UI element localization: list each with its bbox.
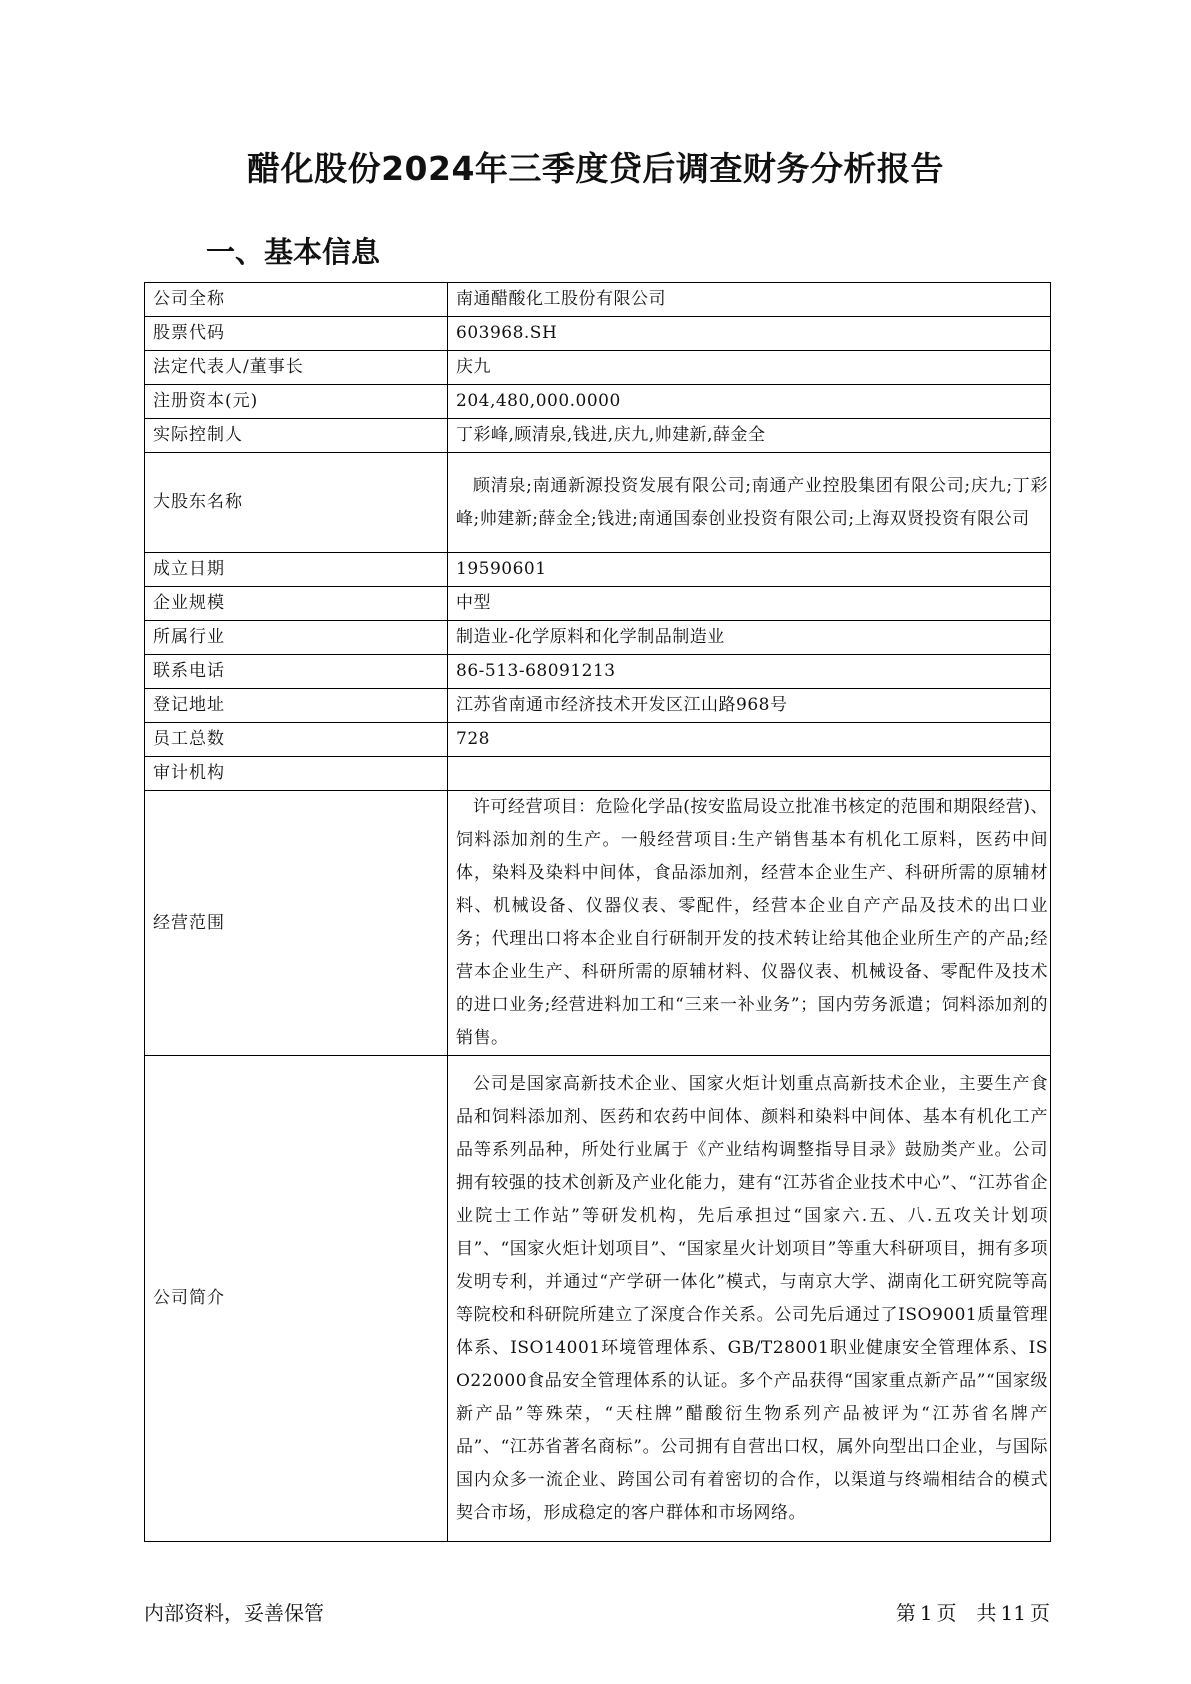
basic-info-table	[144, 282, 1051, 1542]
section-heading-basic-info: 一、基本信息	[206, 235, 381, 269]
row-value: 公司是国家高新技术企业、国家火炬计划重点高新技术企业，主要生产食品和饲料添加剂、医药和农药中间体、颜料和染料中间体、基本有机化工产品等系列品种，所处行业属于《产业结构调整指导目录》鼓励类产业。公司拥有较强的技术创新及产业化能力，建有“江苏省企业技术中心”、“江苏省企业院士工作站”等研发机构，先后承担过“国家六.五、八.五攻关计划项目”、“国家火炬计划项目”、“国家星火计划项目”等重大科研项目，拥有多项发明专利，并通过“产学研一体化”模式，与南京大学、湖南化工研究院等高等院校和科研院所建立了深度合作关系。公司先后通过了ISO9001质量管理体系、ISO14001环境管理体系、GB/T28001职业健康安全管理体系、ISO22000食品安全管理体系的认证。多个产品获得“国家重点新产品”“国家级新产品”等殊荣，“天柱牌”醋酸衍生物系列产品被评为“江苏省名牌产品”、“江苏省著名商标”。公司拥有自营出口权，属外向型出口企业，与国际国内众多一流企业、跨国公司有着密切的合作，以渠道与终端相结合的模式契合市场，形成稳定的客户群体和市场网络。	[448, 1056, 1051, 1542]
total-pages: 11	[1000, 1601, 1026, 1625]
row-value: 丁彩峰,顾清泉,钱进,庆九,帅建新,薛金全	[448, 419, 1051, 453]
page-mid: 页 共	[936, 1601, 997, 1625]
table-row	[145, 317, 1051, 351]
table-row	[145, 723, 1051, 757]
table-row	[145, 351, 1051, 385]
row-label: 公司简介	[145, 1056, 448, 1542]
table-row	[145, 621, 1051, 655]
footer-page-indicator	[894, 1597, 1052, 1626]
row-value: 603968.SH	[448, 317, 1051, 351]
row-value: 南通醋酸化工股份有限公司	[448, 283, 1051, 317]
row-label: 经营范围	[145, 791, 448, 1056]
table-row	[145, 453, 1051, 553]
table-row	[145, 553, 1051, 587]
row-value: 中型	[448, 587, 1051, 621]
table-row	[145, 587, 1051, 621]
table-row	[145, 655, 1051, 689]
table-row	[145, 419, 1051, 453]
table-row	[145, 757, 1051, 791]
row-label: 企业规模	[145, 587, 448, 621]
table-row	[145, 283, 1051, 317]
page-prefix: 第	[895, 1601, 916, 1625]
row-label: 成立日期	[145, 553, 448, 587]
table-row	[145, 689, 1051, 723]
row-value	[448, 757, 1051, 791]
row-value: 19590601	[448, 553, 1051, 587]
table-row	[145, 1056, 1051, 1542]
row-value: 江苏省南通市经济技术开发区江山路968号	[448, 689, 1051, 723]
row-label: 审计机构	[145, 757, 448, 791]
row-label: 实际控制人	[145, 419, 448, 453]
row-label: 员工总数	[145, 723, 448, 757]
table-row	[145, 791, 1051, 1056]
row-value: 728	[448, 723, 1051, 757]
row-label: 登记地址	[145, 689, 448, 723]
page-number: 1	[919, 1601, 933, 1625]
row-label: 公司全称	[145, 283, 448, 317]
row-value: 204,480,000.0000	[448, 385, 1051, 419]
report-title: 醋化股份2024年三季度贷后调查财务分析报告	[247, 149, 944, 188]
row-value: 86-513-68091213	[448, 655, 1051, 689]
row-value: 顾清泉;南通新源投资发展有限公司;南通产业控股集团有限公司;庆九;丁彩峰;帅建新;薛金全;钱进;南通国泰创业投资有限公司;上海双贤投资有限公司	[448, 453, 1051, 553]
row-label: 联系电话	[145, 655, 448, 689]
row-value: 制造业-化学原料和化学制品制造业	[448, 621, 1051, 655]
row-value: 许可经营项目：危险化学品(按安监局设立批准书核定的范围和期限经营)、饲料添加剂的生产。一般经营项目:生产销售基本有机化工原料，医药中间体，染料及染料中间体，食品添加剂，经营本企业生产、科研所需的原辅材料、机械设备、仪器仪表、零配件，经营本企业自产产品及技术的出口业务；代理出口将本企业自行研制开发的技术转让给其他企业所生产的产品;经营本企业生产、科研所需的原辅材料、仪器仪表、机械设备、零配件及技术的进口业务;经营进料加工和“三来一补业务”；国内劳务派遣；饲料添加剂的销售。	[448, 791, 1051, 1056]
row-label: 股票代码	[145, 317, 448, 351]
row-label: 大股东名称	[145, 453, 448, 553]
footer-confidential-note: 内部资料，妥善保管	[144, 1601, 324, 1625]
row-value: 庆九	[448, 351, 1051, 385]
row-label: 法定代表人/董事长	[145, 351, 448, 385]
row-label: 所属行业	[145, 621, 448, 655]
page-suffix: 页	[1030, 1601, 1050, 1625]
row-label: 注册资本(元)	[145, 385, 448, 419]
table-row	[145, 385, 1051, 419]
